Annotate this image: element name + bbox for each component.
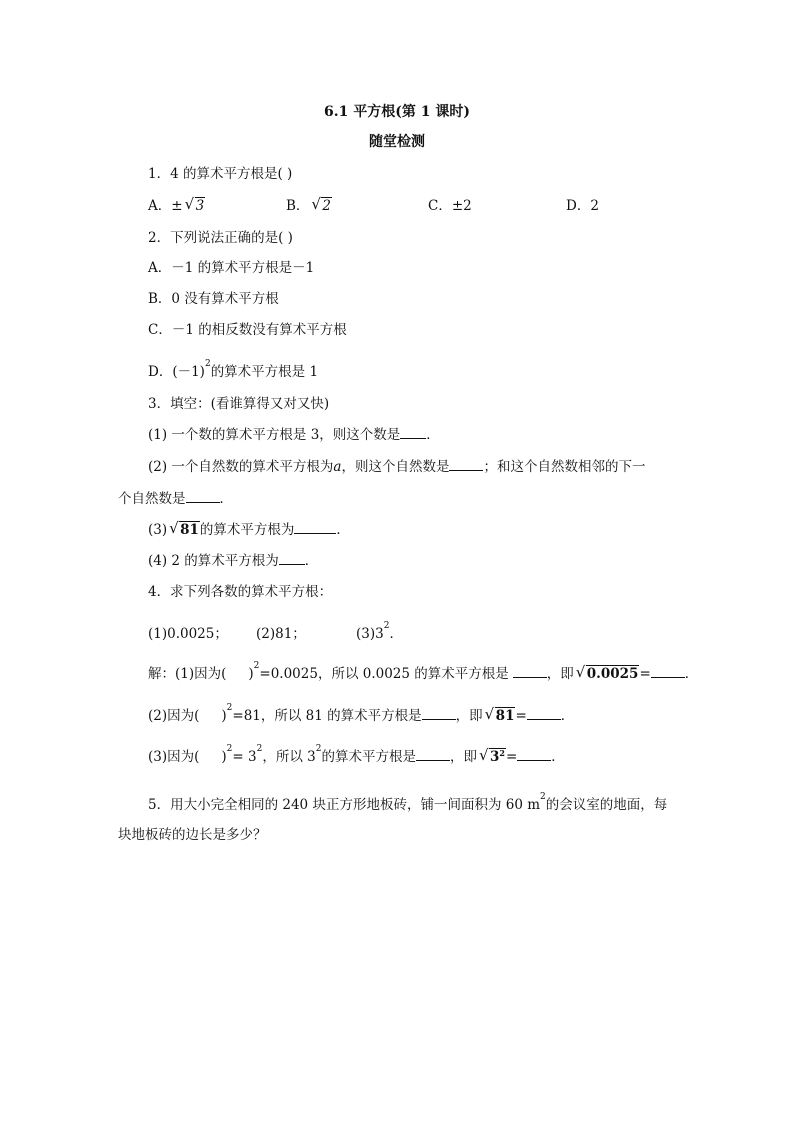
sqrt-symbol: √ $3^2$ (478, 746, 505, 765)
q1-stem: 1．4 的算术平方根是( ) (148, 166, 293, 182)
page-subtitle: 随堂检测 (369, 134, 425, 150)
q2-option-a: A．－1 的算术平方根是－1 (148, 260, 315, 276)
answer-blank (422, 707, 456, 720)
q3-part1: (1) 一个数的算术平方根是 3，则这个数是 ． (148, 427, 440, 443)
answer-blank (517, 748, 551, 761)
q3-part2: (2) 一个自然数的算术平方根为a，则这个自然数是 ；和这个自然数相邻的下一 (148, 459, 646, 475)
answer-blank (294, 521, 336, 534)
q3-stem: 3．填空：(看谁算得又对又快) (148, 396, 330, 412)
q5-line1: 5．用大小完全相同的 240 块正方形地板砖，铺一间面积为 60 $m^2$的会议室的地面，每 (148, 792, 668, 813)
q1-option-c: C．±2 (428, 198, 472, 214)
answer-blank (513, 665, 547, 678)
q1-option-b: B． √ 2 (286, 195, 332, 214)
q4-item-3: $(3)3^2$． (356, 621, 403, 642)
q4-solution-1: 解：(1)因为( )$^2$=0.0025，所以 0.0025 的算术平方根是 ，即 √ 0.0025= ． (148, 661, 699, 682)
sqrt-symbol: √ 81 (169, 519, 199, 538)
q1-option-d: D．2 (566, 198, 599, 214)
q1-option-a: A．± √ 3 (148, 195, 205, 214)
answer-blank (449, 458, 483, 471)
q4-stem: 4．求下列各数的算术平方根： (148, 584, 333, 600)
q4-solution-2: (2)因为( )$^2$=81，所以 81 的算术平方根是 ，即 √ 81= ． (148, 703, 575, 724)
q3-part2-cont: 个自然数是 ． (118, 491, 233, 507)
answer-blank (279, 552, 305, 565)
sqrt-symbol: √ 0.0025 (575, 663, 639, 682)
q3-part3: (3) √ 81的算术平方根为 ． (148, 519, 350, 538)
page-title: 6.1 平方根(第 1 课时) (324, 104, 470, 120)
sqrt-symbol: √ 81 (484, 705, 515, 724)
sqrt-symbol: √ 2 (311, 195, 332, 214)
q2-option-c: C．－1 的相反数没有算术平方根 (148, 322, 347, 338)
answer-blank (416, 748, 450, 761)
q3-part4: (4) 2 的算术平方根为 ． (148, 553, 319, 569)
answer-blank (651, 665, 685, 678)
q4-item-1: (1)0.0025； (148, 626, 228, 642)
answer-blank (527, 707, 561, 720)
q5-line2: 块地板砖的边长是多少？ (118, 827, 267, 843)
q2-stem: 2．下列说法正确的是( ) (148, 230, 293, 246)
q2-option-d: D．$(-1)^2$的算术平方根是 1 (148, 359, 319, 380)
answer-blank (186, 490, 220, 503)
q2-option-b: B．0 没有算术平方根 (148, 291, 279, 307)
q4-item-2: (2)81； (256, 626, 306, 642)
answer-blank (400, 426, 426, 439)
sqrt-symbol: √ 3 (184, 195, 205, 214)
q4-solution-3: (3)因为( )$^2= 3^2$，所以 $3^2$的算术平方根是 ，即 √ $3^2=$ ． (148, 744, 565, 765)
